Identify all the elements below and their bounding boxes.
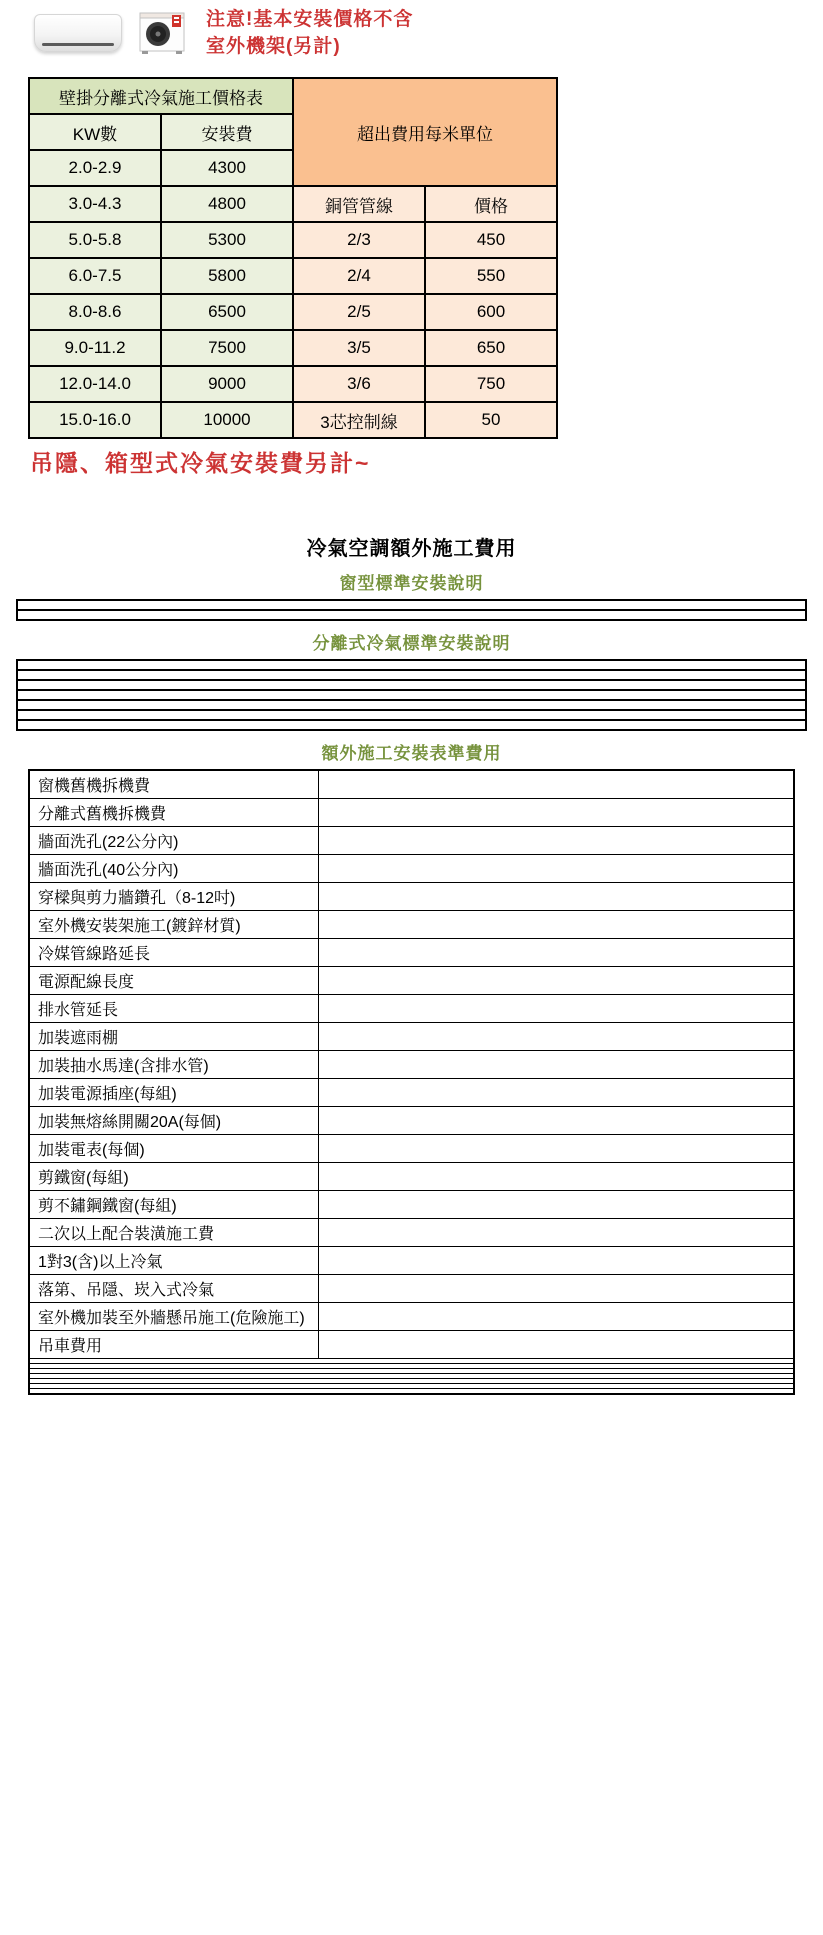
exceed-fee-header: 超出費用每米單位 [293, 78, 557, 186]
fee-value [319, 1079, 795, 1107]
fee-row [29, 1107, 794, 1135]
fee-value [319, 911, 795, 939]
fee-note-row [29, 1389, 794, 1395]
table-row [29, 186, 557, 222]
warning-note [206, 6, 413, 60]
price-table-title: 壁掛分離式冷氣施工價格表 [29, 78, 293, 114]
fee-row [29, 1219, 794, 1247]
price-header-cell: 價格 [425, 186, 557, 222]
table-row [29, 402, 557, 438]
kw-cell: 5.0-5.8 [29, 222, 161, 258]
fee-row [29, 1303, 794, 1331]
fee-cell: 7500 [161, 330, 293, 366]
fee-value [319, 883, 795, 911]
fee-value [319, 827, 795, 855]
kw-cell: 15.0-16.0 [29, 402, 161, 438]
fee-value [319, 1331, 795, 1359]
fee-value [319, 1107, 795, 1135]
fee-value [319, 1191, 795, 1219]
kw-header-cell: KW數 [29, 114, 161, 150]
fee-label: 剪鐵窗(每組) [29, 1163, 319, 1191]
pipe-header-cell: 銅管管線 [293, 186, 425, 222]
fee-row [29, 1079, 794, 1107]
fee-row [29, 1191, 794, 1219]
price-cell: 550 [425, 258, 557, 294]
fee-row [29, 1163, 794, 1191]
fee-cell: 5800 [161, 258, 293, 294]
indoor-unit-image [34, 14, 122, 52]
fee-value [319, 1219, 795, 1247]
fee-value [319, 799, 795, 827]
fee-value [319, 1163, 795, 1191]
window-standard-list [16, 599, 807, 621]
fee-row [29, 799, 794, 827]
fee-row [29, 883, 794, 911]
fee-value [319, 1135, 795, 1163]
extra-fee-table [28, 769, 795, 1395]
list-item [18, 689, 805, 699]
fee-header-cell: 安裝費 [161, 114, 293, 150]
kw-cell: 12.0-14.0 [29, 366, 161, 402]
fee-value [319, 1247, 795, 1275]
pipe-cell: 2/5 [293, 294, 425, 330]
other-type-caption: 吊隱、箱型式冷氣安裝費另計~ [30, 450, 371, 476]
pipe-cell: 2/4 [293, 258, 425, 294]
window-standard-heading: 窗型標準安裝說明 [339, 574, 484, 593]
price-cell: 750 [425, 366, 557, 402]
fee-label: 加裝抽水馬達(含排水管) [29, 1051, 319, 1079]
fee-cell: 6500 [161, 294, 293, 330]
split-standard-heading: 分離式冷氣標準安裝說明 [312, 634, 511, 653]
fee-label: 吊車費用 [29, 1331, 319, 1359]
fee-cell: 5300 [161, 222, 293, 258]
fee-row [29, 855, 794, 883]
kw-cell: 8.0-8.6 [29, 294, 161, 330]
fee-label: 冷媒管線路延長 [29, 939, 319, 967]
fee-value [319, 1051, 795, 1079]
pipe-cell: 2/3 [293, 222, 425, 258]
price-cell: 650 [425, 330, 557, 366]
fee-value [319, 1303, 795, 1331]
page-title: 冷氣空調額外施工費用 [306, 538, 517, 560]
fee-label: 窗機舊機拆機費 [29, 770, 319, 799]
fee-row [29, 967, 794, 995]
fee-row [29, 1331, 794, 1359]
fee-label: 電源配線長度 [29, 967, 319, 995]
fee-label: 剪不鏽鋼鐵窗(每組) [29, 1191, 319, 1219]
list-item [18, 679, 805, 689]
fee-label: 牆面洗孔(40公分內) [29, 855, 319, 883]
extra-fee-heading: 額外施工安裝表準費用 [321, 744, 502, 763]
fee-value [319, 1275, 795, 1303]
list-item [18, 601, 805, 609]
header [0, 0, 823, 62]
price-cell: 600 [425, 294, 557, 330]
list-item [18, 661, 805, 669]
fee-cell: 4800 [161, 186, 293, 222]
fee-row [29, 1247, 794, 1275]
table-row [29, 78, 557, 114]
kw-cell: 3.0-4.3 [29, 186, 161, 222]
list-item [18, 699, 805, 709]
fee-row [29, 770, 794, 799]
price-cell: 450 [425, 222, 557, 258]
table-row [29, 258, 557, 294]
fee-value [319, 770, 795, 799]
fee-row [29, 995, 794, 1023]
table-row [29, 222, 557, 258]
fee-value [319, 967, 795, 995]
fee-value [319, 939, 795, 967]
fee-label: 加裝電源插座(每組) [29, 1079, 319, 1107]
list-item [18, 609, 805, 619]
price-cell: 50 [425, 402, 557, 438]
fee-label: 加裝電表(每個) [29, 1135, 319, 1163]
kw-cell: 6.0-7.5 [29, 258, 161, 294]
fee-row [29, 939, 794, 967]
fee-label: 分離式舊機拆機費 [29, 799, 319, 827]
list-item [18, 719, 805, 729]
fee-label: 二次以上配合裝潢施工費 [29, 1219, 319, 1247]
warning-note-line2: 室外機架(另計) [206, 36, 341, 57]
outdoor-unit-image [138, 10, 188, 61]
fee-note [29, 1389, 794, 1395]
fee-row [29, 911, 794, 939]
fee-label: 室外機安裝架施工(鍍鋅材質) [29, 911, 319, 939]
fee-row [29, 1023, 794, 1051]
fee-cell: 10000 [161, 402, 293, 438]
split-standard-list [16, 659, 807, 731]
fee-label: 排水管延長 [29, 995, 319, 1023]
list-item [18, 669, 805, 679]
pipe-cell: 3芯控制線 [293, 402, 425, 438]
fee-label: 加裝遮雨棚 [29, 1023, 319, 1051]
fee-value [319, 1023, 795, 1051]
fee-label: 加裝無熔絲開關20A(每個) [29, 1107, 319, 1135]
fee-row [29, 1135, 794, 1163]
kw-cell: 2.0-2.9 [29, 150, 161, 186]
fee-row [29, 1051, 794, 1079]
pipe-cell: 3/5 [293, 330, 425, 366]
fee-label: 室外機加裝至外牆懸吊施工(危險施工) [29, 1303, 319, 1331]
fee-label: 穿樑與剪力牆鑽孔（8-12吋) [29, 883, 319, 911]
fee-value [319, 995, 795, 1023]
kw-cell: 9.0-11.2 [29, 330, 161, 366]
warning-note-line1: 注意!基本安裝價格不含 [206, 9, 414, 30]
table-row [29, 330, 557, 366]
pipe-cell: 3/6 [293, 366, 425, 402]
fee-cell: 9000 [161, 366, 293, 402]
wall-split-price-table [28, 77, 558, 439]
list-item [18, 709, 805, 719]
table-row [29, 294, 557, 330]
table-row [29, 366, 557, 402]
fee-cell: 4300 [161, 150, 293, 186]
fee-row [29, 827, 794, 855]
fee-value [319, 855, 795, 883]
fee-label: 1對3(含)以上冷氣 [29, 1247, 319, 1275]
fee-label: 落第、吊隱、崁入式冷氣 [29, 1275, 319, 1303]
fee-row [29, 1275, 794, 1303]
fee-label: 牆面洗孔(22公分內) [29, 827, 319, 855]
